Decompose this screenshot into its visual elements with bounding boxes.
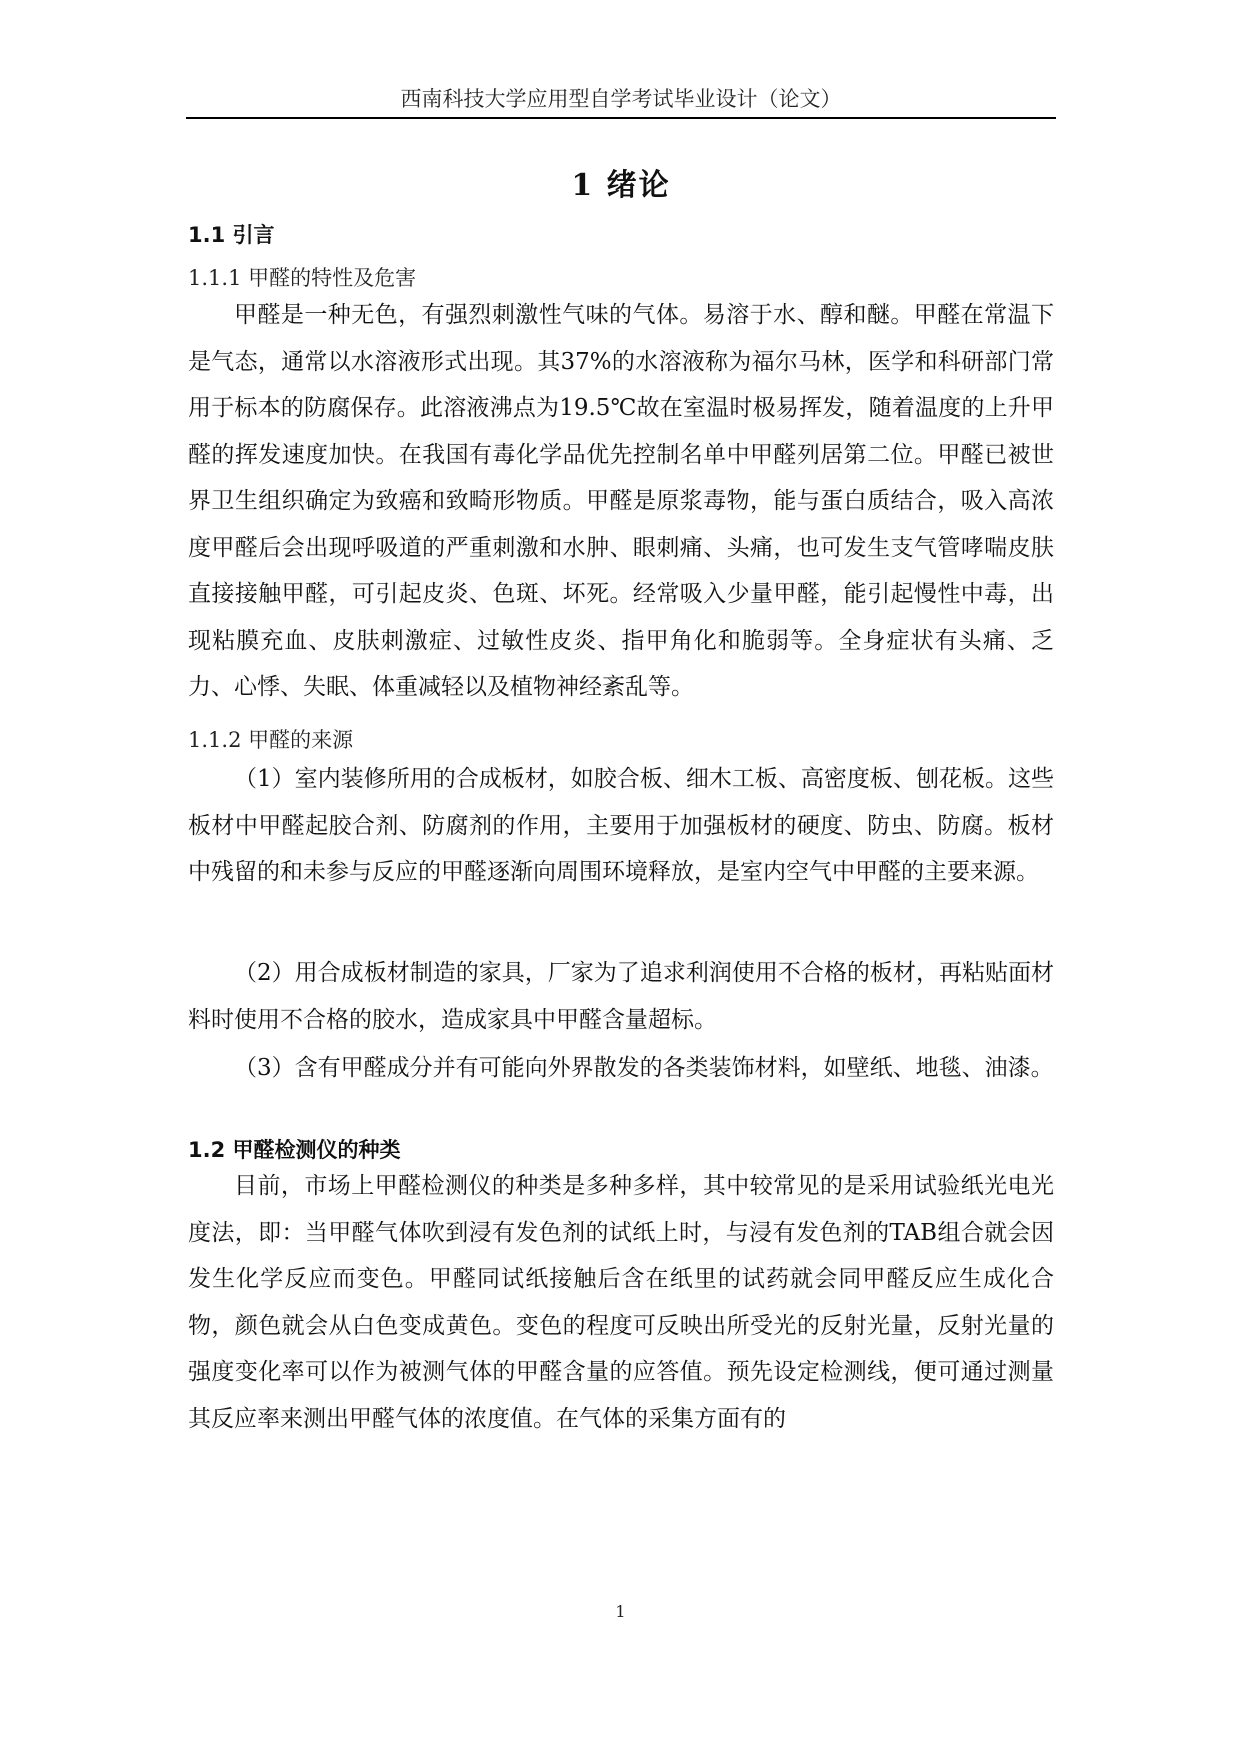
header-rule: [186, 117, 1056, 119]
subsection-heading-1-1-2: 1.1.2 甲醛的来源: [188, 728, 354, 752]
section-heading-1-2: 1.2 甲醛检测仪的种类: [188, 1138, 401, 1162]
chapter-title: 1 绪论: [571, 168, 671, 203]
list-item-source-3: （3）含有甲醛成分并有可能向外界散发的各类装饰材料，如壁纸、地毯、油漆。: [234, 1055, 1054, 1081]
running-header: 西南科技大学应用型自学考试毕业设计（论文）: [400, 87, 842, 111]
page-number: 1: [615, 1602, 626, 1621]
subsection-heading-1-1-1: 1.1.1 甲醛的特性及危害: [188, 266, 417, 290]
list-item-source-1: （1）室内装修所用的合成板材，如胶合板、细木工板、高密度板、刨花板。这些板材中甲醛起胶合剂、防腐剂的作用，主要用于加强板材的硬度、防虫、防腐。板材中残留的和未参与反应的甲醛逐渐向周围环境释放，是室内空气中甲醛的主要来源。: [188, 766, 1054, 885]
paragraph-detector-types: 目前，市场上甲醛检测仪的种类是多种多样，其中较常见的是采用试验纸光电光度法，即：当甲醛气体吹到浸有发色剂的试纸上时，与浸有发色剂的TAB组合就会因发生化学反应而变色。甲醛同试纸接触后含在纸里的试药就会同甲醛反应生成化合物，颜色就会从白色变成黄色。变色的程度可反映出所受光的反射光量，反射光量的强度变化率可以作为被测气体的甲醛含量的应答值。预先设定检测线，便可通过测量其反应率来测出甲醛气体的浓度值。在气体的采集方面有的: [188, 1173, 1054, 1432]
section-heading-1-1: 1.1 引言: [188, 223, 275, 247]
list-item-source-2: （2）用合成板材制造的家具，厂家为了追求利润使用不合格的板材，再粘贴面材料时使用不合格的胶水，造成家具中甲醛含量超标。: [188, 960, 1054, 1033]
paragraph-formaldehyde-properties: 甲醛是一种无色，有强烈刺激性气味的气体。易溶于水、醇和醚。甲醛在常温下是气态，通常以水溶液形式出现。其37%的水溶液称为福尔马林，医学和科研部门常用于标本的防腐保存。此溶液沸点为19.5℃故在室温时极易挥发，随着温度的上升甲醛的挥发速度加快。在我国有毒化学品优先控制名单中甲醛列居第二位。甲醛已被世界卫生组织确定为致癌和致畸形物质。甲醛是原浆毒物，能与蛋白质结合，吸入高浓度甲醛后会出现呼吸道的严重刺激和水肿、眼刺痛、头痛，也可发生支气管哮喘皮肤直接接触甲醛，可引起皮炎、色斑、坏死。经常吸入少量甲醛，能引起慢性中毒，出现粘膜充血、皮肤刺激症、过敏性皮炎、指甲角化和脆弱等。全身症状有头痛、乏力、心悸、失眠、体重减轻以及植物神经紊乱等。: [188, 302, 1054, 700]
